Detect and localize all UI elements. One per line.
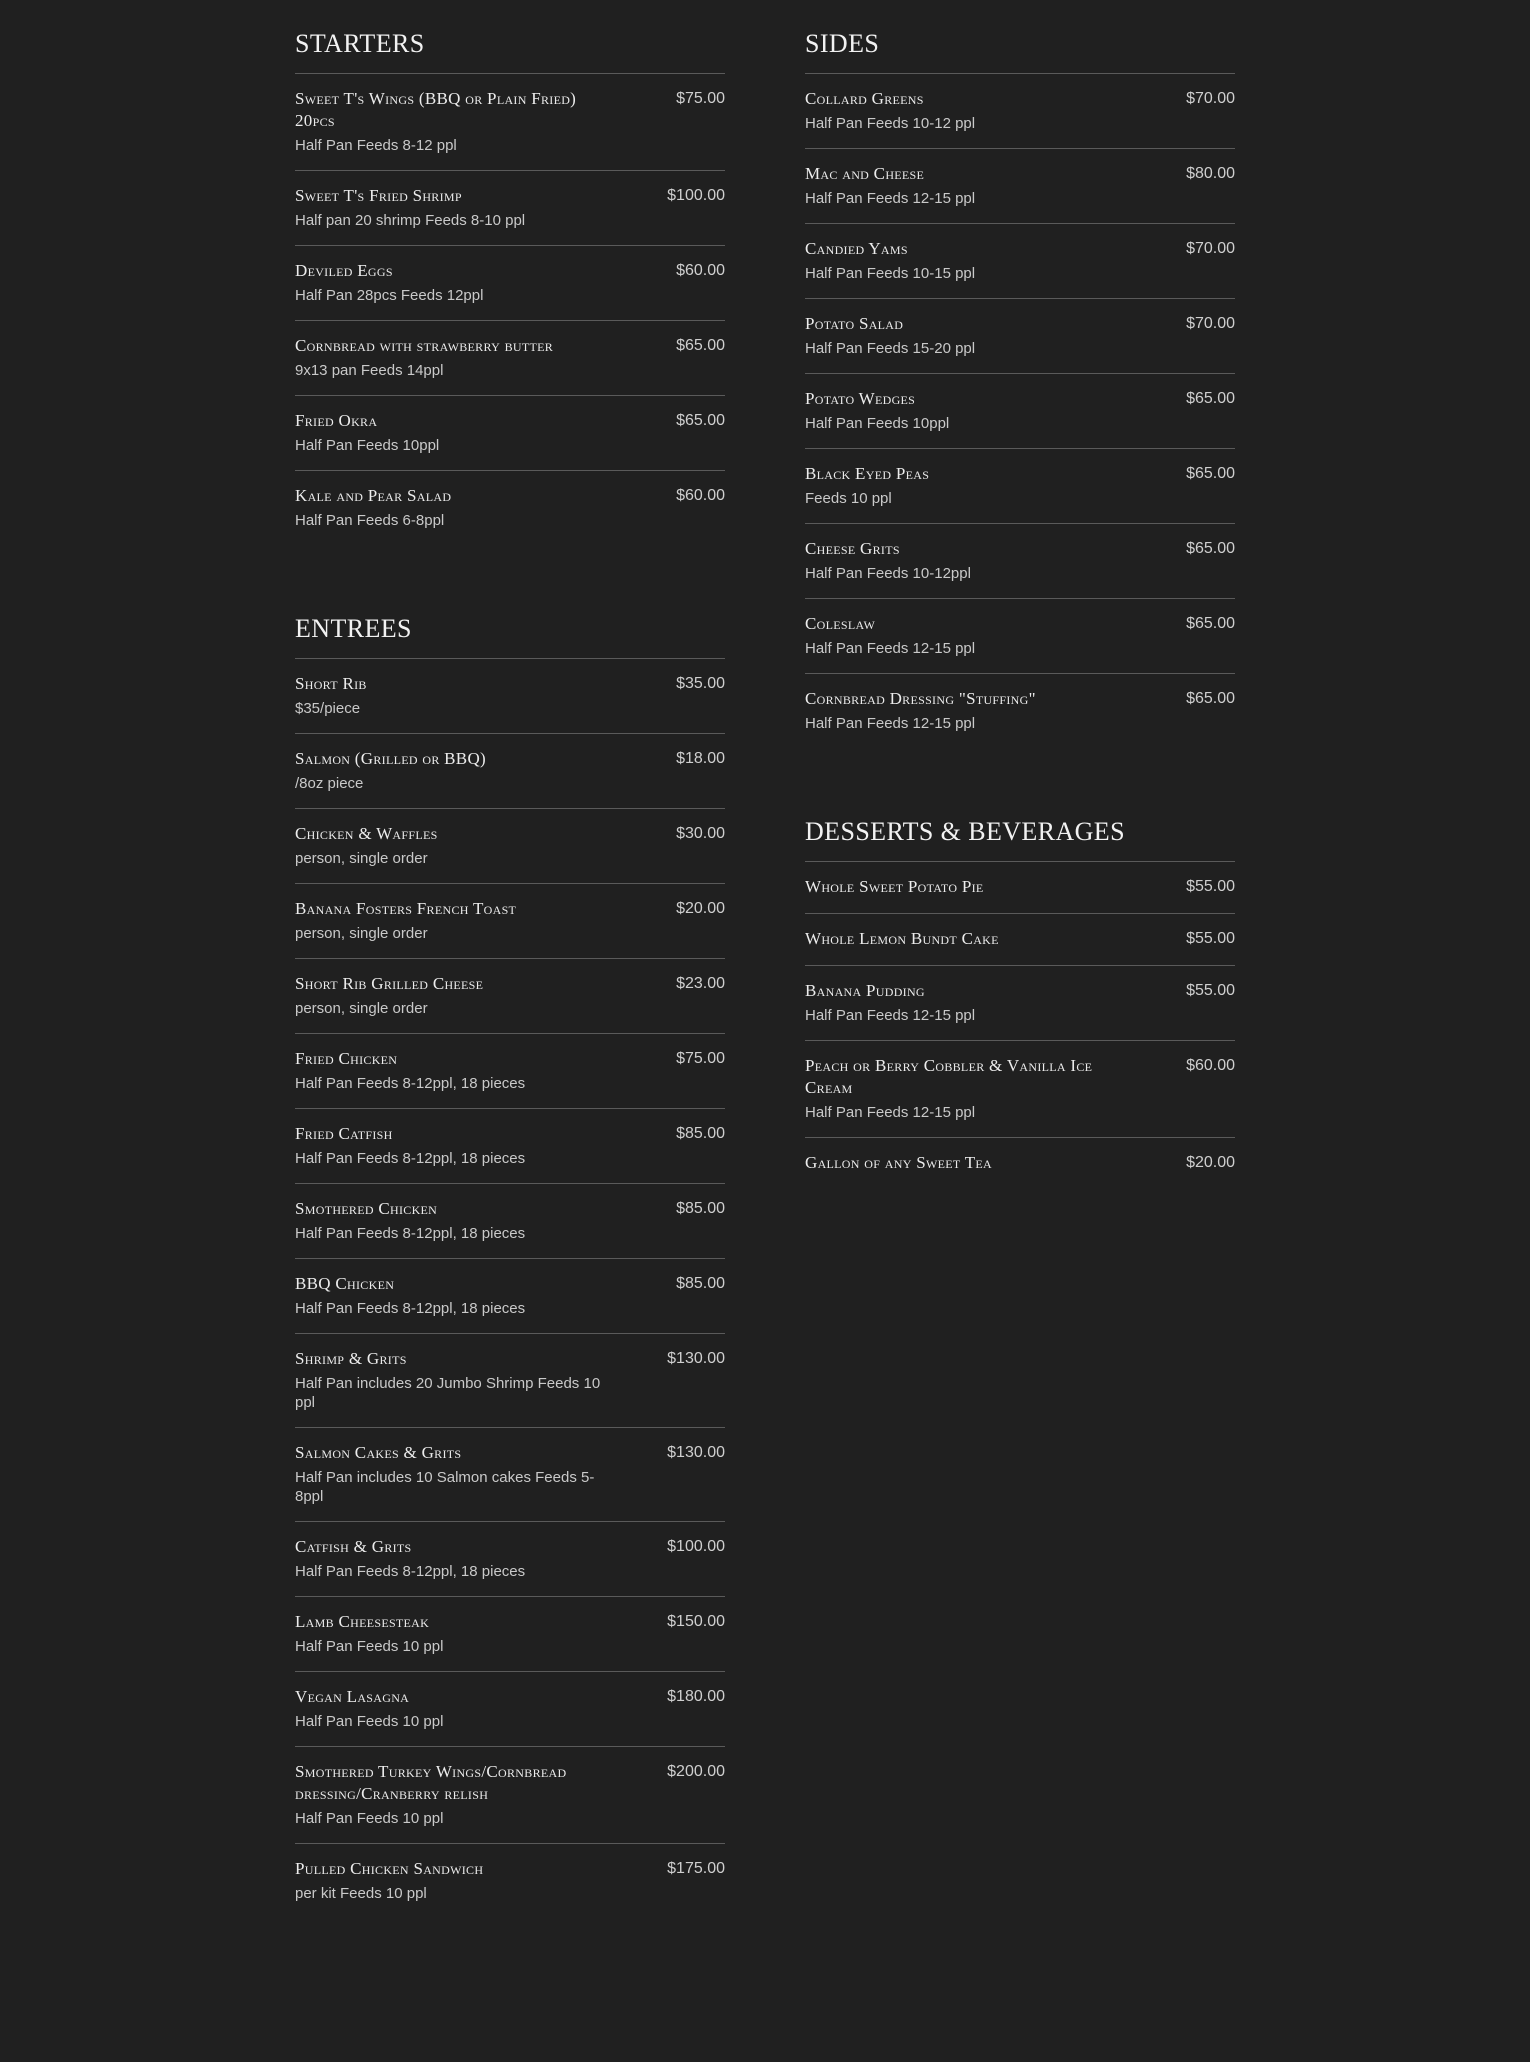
- menu-item-price: $55.00: [1186, 930, 1235, 947]
- menu-item: [295, 1522, 725, 1597]
- menu-item-name: Short Rib Grilled Cheese: [295, 974, 484, 993]
- menu-item-description: per kit Feeds 10 ppl: [295, 1885, 427, 1902]
- menu-item-price: $130.00: [667, 1350, 725, 1367]
- menu-item-price: $65.00: [676, 337, 725, 354]
- menu-item-description: Half Pan 28pcs Feeds 12ppl: [295, 287, 484, 304]
- menu-item-info: [805, 876, 1115, 898]
- menu-item-price: $55.00: [1186, 878, 1235, 895]
- menu-item-info: [295, 973, 605, 1018]
- menu-item-name: Vegan Lasagna: [295, 1687, 410, 1706]
- menu-item-description: Half Pan Feeds 10ppl: [805, 415, 950, 432]
- menu-item-info: [295, 1348, 605, 1412]
- menu-item-name: Catfish & Grits: [295, 1537, 412, 1556]
- menu-item: [295, 1844, 725, 1918]
- menu-item: [805, 299, 1235, 374]
- menu-item-name: Fried Catfish: [295, 1124, 393, 1143]
- menu-item-name: Salmon Cakes & Grits: [295, 1443, 462, 1462]
- menu-item: [805, 862, 1235, 914]
- menu-item-name: Whole Sweet Potato Pie: [805, 877, 984, 896]
- menu-item-description: Half Pan Feeds 12-15 ppl: [805, 190, 976, 207]
- menu-item-name: Potato Salad: [805, 314, 904, 333]
- menu-item-price: $20.00: [676, 900, 725, 917]
- menu-item-name: Potato Wedges: [805, 389, 916, 408]
- menu-item-info: [805, 88, 1115, 133]
- menu-item-info: [295, 410, 605, 455]
- menu-item-name: Deviled Eggs: [295, 261, 393, 280]
- menu-item: [295, 171, 725, 246]
- menu-item-info: [805, 688, 1115, 733]
- menu-item: [805, 966, 1235, 1041]
- menu-item-info: [295, 1273, 605, 1318]
- menu-item-name: Shrimp & Grits: [295, 1349, 407, 1368]
- menu-item-description: Half Pan Feeds 8-12ppl, 18 pieces: [295, 1300, 526, 1317]
- menu-item-info: [295, 1198, 605, 1243]
- menu-item: [295, 74, 725, 171]
- menu-item-price: $18.00: [676, 750, 725, 767]
- menu-item-price: $70.00: [1186, 240, 1235, 257]
- menu-item-name: Smothered Turkey Wings/Cornbread dressing/Cranberry relish: [295, 1762, 567, 1803]
- menu-item-description: Half Pan Feeds 12-15 ppl: [805, 1104, 976, 1121]
- menu-item: [295, 1428, 725, 1522]
- menu-item-description: Half Pan Feeds 6-8ppl: [295, 512, 445, 529]
- menu-item-price: $20.00: [1186, 1154, 1235, 1171]
- menu-item-info: [295, 1048, 605, 1093]
- menu-item-info: [805, 613, 1115, 658]
- menu-item: [295, 884, 725, 959]
- menu-column-right: [805, 0, 1235, 1189]
- starters-section: [295, 29, 725, 545]
- menu-item: [295, 471, 725, 545]
- menu-item-description: Half Pan Feeds 8-12 ppl: [295, 137, 457, 154]
- menu-item-price: $180.00: [667, 1688, 725, 1705]
- menu-item-description: Half Pan Feeds 10-15 ppl: [805, 265, 976, 282]
- menu-item-description: person, single order: [295, 925, 428, 942]
- menu-item-price: $30.00: [676, 825, 725, 842]
- menu-item-info: [805, 313, 1115, 358]
- menu-item-name: Fried Okra: [295, 411, 378, 430]
- menu-item-price: $100.00: [667, 187, 725, 204]
- menu-item-info: [295, 1686, 605, 1731]
- menu-item: [805, 224, 1235, 299]
- menu-item-description: Half Pan Feeds 10-12ppl: [805, 565, 971, 582]
- menu-item-name: Smothered Chicken: [295, 1199, 438, 1218]
- menu-item-name: Black Eyed Peas: [805, 464, 930, 483]
- menu-item: [295, 809, 725, 884]
- menu-item-description: 9x13 pan Feeds 14ppl: [295, 362, 444, 379]
- menu-item-description: Half Pan includes 20 Jumbo Shrimp Feeds 10 ppl: [295, 1375, 601, 1411]
- menu-item-price: $35.00: [676, 675, 725, 692]
- menu-item-description: Half Pan Feeds 12-15 ppl: [805, 1007, 976, 1024]
- menu-item-description: Half Pan Feeds 10-12 ppl: [805, 115, 976, 132]
- menu-item-description: Half Pan Feeds 12-15 ppl: [805, 715, 976, 732]
- menu-item-name: Lamb Cheesesteak: [295, 1612, 430, 1631]
- menu-item: [295, 1259, 725, 1334]
- menu-item: [295, 1109, 725, 1184]
- menu-item: [295, 659, 725, 734]
- menu-item-price: $65.00: [1186, 690, 1235, 707]
- menu-item-info: [805, 463, 1115, 508]
- menu-item: [295, 734, 725, 809]
- menu-item-info: [805, 1152, 1115, 1174]
- menu-item-description: Half Pan Feeds 8-12ppl, 18 pieces: [295, 1563, 526, 1580]
- starters-items: [295, 74, 725, 545]
- menu-item-description: Half Pan Feeds 10 ppl: [295, 1713, 444, 1730]
- menu-item-description: Half Pan Feeds 8-12ppl, 18 pieces: [295, 1075, 526, 1092]
- sides-section: [805, 29, 1235, 748]
- menu-item-price: $85.00: [676, 1275, 725, 1292]
- menu-item-price: $60.00: [676, 262, 725, 279]
- section-title-starters: STARTERS: [295, 29, 725, 74]
- menu-item: [805, 374, 1235, 449]
- desserts-section: [805, 817, 1235, 1189]
- menu-item: [805, 1041, 1235, 1138]
- menu-item-price: $70.00: [1186, 315, 1235, 332]
- section-title-sides: SIDES: [805, 29, 1235, 74]
- menu-item-info: [805, 238, 1115, 283]
- menu-item: [295, 1747, 725, 1844]
- menu-item: [805, 524, 1235, 599]
- menu-item-price: $85.00: [676, 1125, 725, 1142]
- menu-column-left: [295, 0, 725, 1918]
- menu-item-price: $60.00: [676, 487, 725, 504]
- menu-item-description: person, single order: [295, 850, 428, 867]
- menu-item-name: BBQ Chicken: [295, 1274, 395, 1293]
- menu-item: [805, 674, 1235, 748]
- menu-item: [295, 246, 725, 321]
- menu-item: [295, 1672, 725, 1747]
- menu-item: [295, 1597, 725, 1672]
- menu-item-info: [805, 928, 1115, 950]
- menu-item-name: Sweet T's Wings (BBQ or Plain Fried) 20pcs: [295, 89, 577, 130]
- menu-item-info: [295, 1858, 605, 1903]
- menu-item-name: Short Rib: [295, 674, 367, 693]
- menu-item-price: $100.00: [667, 1538, 725, 1555]
- menu-item-price: $65.00: [1186, 540, 1235, 557]
- menu-item-description: Feeds 10 ppl: [805, 490, 892, 507]
- menu-item-description: Half Pan Feeds 10 ppl: [295, 1638, 444, 1655]
- sides-items: [805, 74, 1235, 748]
- menu-item-info: [805, 1055, 1115, 1122]
- menu-item-info: [295, 88, 605, 155]
- menu-item-name: Cheese Grits: [805, 539, 900, 558]
- entrees-section: [295, 614, 725, 1918]
- menu-item-name: Gallon of any Sweet Tea: [805, 1153, 993, 1172]
- menu-item-info: [295, 673, 605, 718]
- menu-item: [295, 1034, 725, 1109]
- menu-item-info: [295, 898, 605, 943]
- menu-item-description: Half pan 20 shrimp Feeds 8-10 ppl: [295, 212, 526, 229]
- menu-item-info: [295, 185, 605, 230]
- menu-item-info: [295, 260, 605, 305]
- menu-item: [295, 959, 725, 1034]
- menu-item-price: $65.00: [676, 412, 725, 429]
- menu-item-description: Half Pan Feeds 10 ppl: [295, 1810, 444, 1827]
- menu-item-name: Coleslaw: [805, 614, 876, 633]
- menu-item: [805, 914, 1235, 966]
- menu-item: [295, 396, 725, 471]
- section-title-desserts: DESSERTS & BEVERAGES: [805, 817, 1235, 862]
- menu-item-info: [295, 1611, 605, 1656]
- menu-item-price: $65.00: [1186, 390, 1235, 407]
- menu-item-price: $60.00: [1186, 1057, 1235, 1074]
- menu-item-price: $75.00: [676, 90, 725, 107]
- menu-item-description: Half Pan Feeds 15-20 ppl: [805, 340, 976, 357]
- menu-item-name: Peach or Berry Cobbler & Vanilla Ice Cream: [805, 1056, 1093, 1097]
- menu-item-description: /8oz piece: [295, 775, 364, 792]
- menu-item: [805, 599, 1235, 674]
- menu-item-price: $80.00: [1186, 165, 1235, 182]
- menu-item-description: Half Pan Feeds 10ppl: [295, 437, 440, 454]
- menu-item-price: $23.00: [676, 975, 725, 992]
- menu-item-name: Banana Pudding: [805, 981, 925, 1000]
- menu-item-name: Fried Chicken: [295, 1049, 398, 1068]
- menu-item-price: $65.00: [1186, 465, 1235, 482]
- menu-item: [295, 1184, 725, 1259]
- menu-item: [805, 1138, 1235, 1189]
- menu-item-name: Cornbread with strawberry butter: [295, 336, 554, 355]
- menu-item-info: [295, 1442, 605, 1506]
- menu-item-name: Candied Yams: [805, 239, 908, 258]
- menu-item-info: [805, 388, 1115, 433]
- menu-item: [805, 74, 1235, 149]
- menu-item-price: $85.00: [676, 1200, 725, 1217]
- menu-item-info: [295, 748, 605, 793]
- menu-item-description: $35/piece: [295, 700, 361, 717]
- menu-item-price: $55.00: [1186, 982, 1235, 999]
- menu-item-name: Cornbread Dressing "Stuffing": [805, 689, 1036, 708]
- menu-item-description: Half Pan Feeds 8-12ppl, 18 pieces: [295, 1225, 526, 1242]
- menu-item-info: [805, 980, 1115, 1025]
- menu-item-price: $65.00: [1186, 615, 1235, 632]
- menu-item-name: Mac and Cheese: [805, 164, 925, 183]
- menu-item-name: Banana Fosters French Toast: [295, 899, 517, 918]
- menu-item-description: Half Pan Feeds 12-15 ppl: [805, 640, 976, 657]
- menu-item-price: $200.00: [667, 1763, 725, 1780]
- entrees-items: [295, 659, 725, 1918]
- menu-item-name: Sweet T's Fried Shrimp: [295, 186, 462, 205]
- menu-item-description: Half Pan Feeds 8-12ppl, 18 pieces: [295, 1150, 526, 1167]
- menu-item-name: Salmon (Grilled or BBQ): [295, 749, 486, 768]
- menu-item-info: [295, 1761, 605, 1828]
- menu-item: [805, 149, 1235, 224]
- menu-item: [295, 1334, 725, 1428]
- menu-item-name: Whole Lemon Bundt Cake: [805, 929, 999, 948]
- menu-item-info: [805, 538, 1115, 583]
- menu-item-info: [295, 1123, 605, 1168]
- menu-item-price: $130.00: [667, 1444, 725, 1461]
- menu-item-info: [295, 485, 605, 530]
- menu-item-description: person, single order: [295, 1000, 428, 1017]
- desserts-items: [805, 862, 1235, 1189]
- menu-item: [295, 321, 725, 396]
- menu-item-name: Chicken & Waffles: [295, 824, 438, 843]
- menu-item-info: [295, 1536, 605, 1581]
- menu-item-info: [295, 335, 605, 380]
- menu-item: [805, 449, 1235, 524]
- menu-item-price: $175.00: [667, 1860, 725, 1877]
- menu-item-info: [295, 823, 605, 868]
- menu-item-price: $70.00: [1186, 90, 1235, 107]
- menu-item-name: Collard Greens: [805, 89, 924, 108]
- menu-item-price: $150.00: [667, 1613, 725, 1630]
- menu-item-info: [805, 163, 1115, 208]
- menu-item-description: Half Pan includes 10 Salmon cakes Feeds 5-8ppl: [295, 1469, 595, 1505]
- menu-item-name: Pulled Chicken Sandwich: [295, 1859, 484, 1878]
- section-title-entrees: ENTREES: [295, 614, 725, 659]
- menu-item-price: $75.00: [676, 1050, 725, 1067]
- menu-item-name: Kale and Pear Salad: [295, 486, 452, 505]
